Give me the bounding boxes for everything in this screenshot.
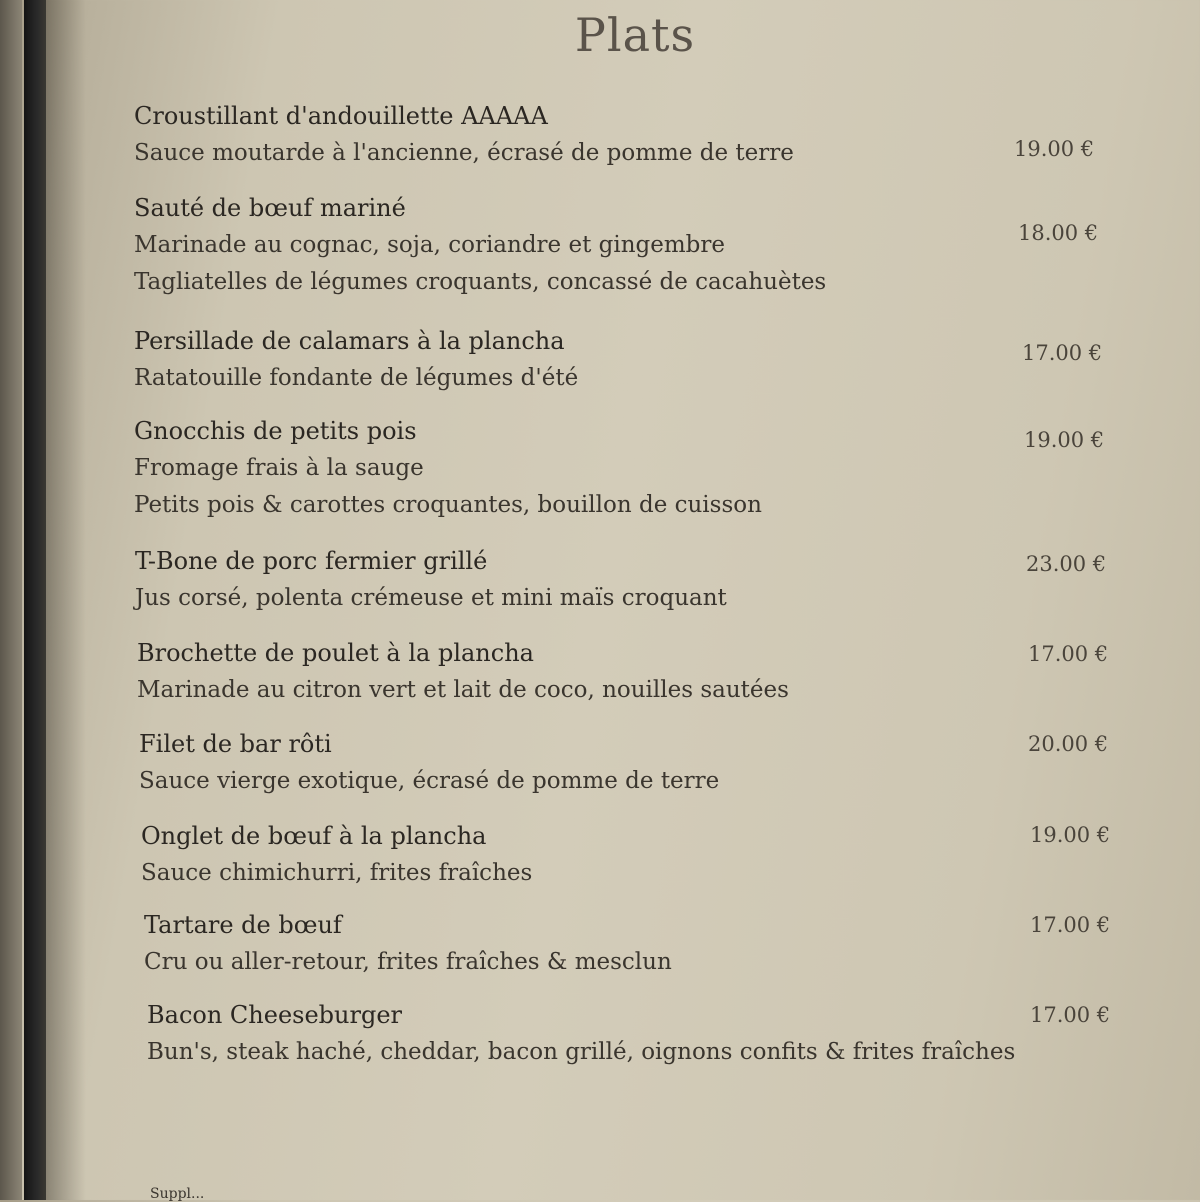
dish-description: Ratatouille fondante de légumes d'été bbox=[134, 365, 579, 391]
menu-item bbox=[139, 726, 719, 800]
dish-description: Fromage frais à la sauge bbox=[134, 455, 424, 481]
dish-description: Bun's, steak haché, cheddar, bacon grillé, oignons confits & frites fraîches bbox=[147, 1039, 1016, 1065]
dish-name: Brochette de poulet à la plancha bbox=[137, 639, 534, 667]
dish-price: 20.00 € bbox=[1028, 732, 1109, 756]
menu-item bbox=[134, 413, 762, 524]
menu-item bbox=[147, 997, 1015, 1071]
dish-name: Onglet de bœuf à la plancha bbox=[141, 822, 487, 850]
menu-item bbox=[134, 190, 826, 301]
dish-description: Marinade au cognac, soja, coriandre et gingembre bbox=[134, 232, 725, 258]
dish-description: Marinade au citron vert et lait de coco, nouilles sautées bbox=[137, 677, 789, 703]
dish-price: 17.00 € bbox=[1028, 642, 1109, 666]
dish-name: Sauté de bœuf mariné bbox=[134, 194, 406, 222]
menu-title: Plats bbox=[574, 8, 696, 62]
dish-description: Sauce moutarde à l'ancienne, écrasé de pomme de terre bbox=[134, 140, 794, 166]
dish-price: 17.00 € bbox=[1022, 341, 1103, 365]
dish-description: Tagliatelles de légumes croquants, concassé de cacahuètes bbox=[134, 269, 827, 295]
dish-name: Gnocchis de petits pois bbox=[134, 417, 417, 445]
dish-name: Tartare de bœuf bbox=[144, 911, 342, 939]
dish-price: 17.00 € bbox=[1030, 913, 1111, 937]
menu-item bbox=[144, 907, 672, 981]
dish-name: Persillade de calamars à la plancha bbox=[134, 327, 565, 355]
dish-price: 19.00 € bbox=[1024, 428, 1105, 452]
dish-description: Sauce vierge exotique, écrasé de pomme de terre bbox=[139, 768, 720, 794]
menu-item bbox=[137, 635, 789, 709]
menu-item bbox=[141, 818, 532, 892]
dish-description: Petits pois & carottes croquantes, bouillon de cuisson bbox=[134, 492, 762, 518]
dish-price: 23.00 € bbox=[1026, 552, 1107, 576]
dish-price: 17.00 € bbox=[1030, 1003, 1111, 1027]
menu-item bbox=[135, 543, 727, 617]
menu-item bbox=[134, 98, 794, 172]
dish-description: Jus corsé, polenta crémeuse et mini maïs croquant bbox=[135, 585, 727, 611]
dish-price: 18.00 € bbox=[1018, 221, 1099, 245]
dish-description: Cru ou aller-retour, frites fraîches & mesclun bbox=[144, 949, 672, 975]
dish-description: Sauce chimichurri, frites fraîches bbox=[141, 860, 533, 886]
footer-fragment: Suppl... bbox=[150, 1186, 205, 1202]
dish-name: Filet de bar rôti bbox=[139, 730, 332, 758]
dish-price: 19.00 € bbox=[1014, 137, 1095, 161]
dish-name: T-Bone de porc fermier grillé bbox=[135, 547, 488, 575]
dish-name: Bacon Cheeseburger bbox=[147, 1001, 402, 1029]
menu-item bbox=[134, 323, 578, 397]
dish-price: 19.00 € bbox=[1030, 823, 1111, 847]
dish-name: Croustillant d'andouillette AAAAA bbox=[134, 102, 548, 130]
